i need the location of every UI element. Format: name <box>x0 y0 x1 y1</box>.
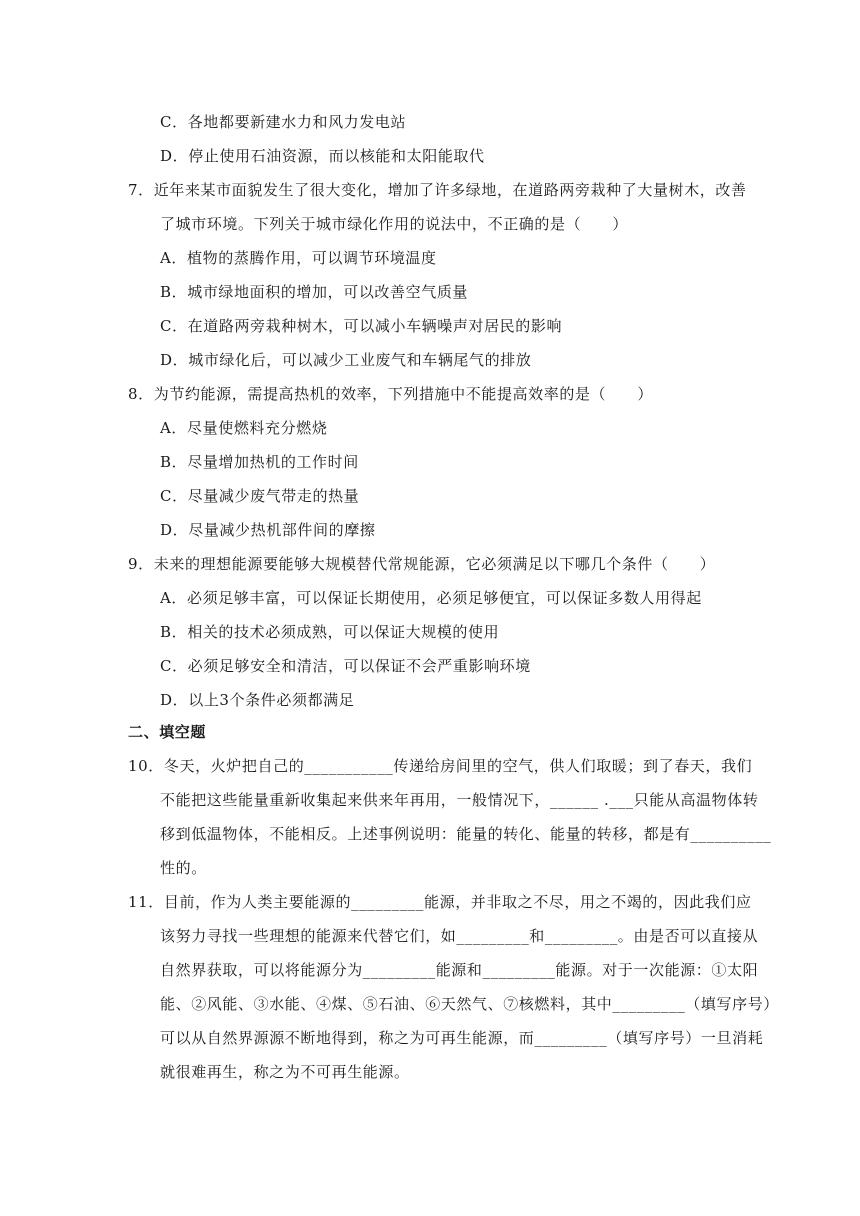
q7-option-c: C．在道路两旁栽种树木，可以减小车辆噪声对居民的影响 <box>160 317 563 335</box>
q7-option-d: D．城市绿化后，可以减少工业废气和车辆尾气的排放 <box>160 351 532 369</box>
q6-option-c: C．各地都要新建水力和风力发电站 <box>160 113 407 131</box>
q6-option-d: D．停止使用石油资源，而以核能和太阳能取代 <box>160 147 485 165</box>
q9-option-b: B．相关的技术必须成熟，可以保证大规模的使用 <box>160 623 500 641</box>
q10-line3: 移到低温物体，不能相反。上述事例说明：能量的转化、能量的转移，都是有__________ <box>160 825 772 843</box>
section-heading-fill-in: 二、填空题 <box>128 723 207 741</box>
q10-line4: 性的。 <box>160 859 207 877</box>
q7-option-b: B．城市绿地面积的增加，可以改善空气质量 <box>160 283 469 301</box>
q8-option-b: B．尽量增加热机的工作时间 <box>160 453 359 471</box>
q7-stem-line1: 7．近年来某市面貌发生了很大变化，增加了许多绿地，在道路两旁栽种了大量树木，改善 <box>128 181 747 199</box>
q11-line6: 就很难再生，称之为不可再生能源。 <box>160 1063 410 1081</box>
q11-line5: 可以从自然界源源不断地得到，称之为可再生能源，而_________（填写序号）一旦消耗 <box>160 1029 764 1047</box>
q9-option-c: C．必须足够安全和清洁，可以保证不会严重影响环境 <box>160 657 531 675</box>
q9-option-d: D．以上3个条件必须都满足 <box>160 691 355 709</box>
q10-line2: 不能把这些能量重新收集起来供来年再用，一般情况下，______ .___只能从高温物体转 <box>160 791 759 809</box>
q8-stem: 8．为节约能源，需提高热机的效率，下列措施中不能提高效率的是（ ） <box>128 385 653 403</box>
q9-option-a: A．必须足够丰富，可以保证长期使用，必须足够便宜，可以保证多数人用得起 <box>160 589 702 607</box>
q10-line1: 10．冬天，火炉把自己的___________传递给房间里的空气，供人们取暖；到了春天，我们 <box>128 757 753 775</box>
q8-option-a: A．尽量使燃料充分燃烧 <box>160 419 328 437</box>
q8-option-c: C．尽量减少废气带走的热量 <box>160 487 360 505</box>
q11-line1: 11．目前，作为人类主要能源的_________能源，并非取之不尽，用之不竭的，因此我们应 <box>128 893 752 911</box>
q11-line3: 自然界获取，可以将能源分为_________能源和_________能源。对于一次能源：①太阳 <box>160 961 759 979</box>
q11-line2: 该努力寻找一些理想的能源来代替它们，如_________和_________。由是否可以直接从 <box>160 927 759 945</box>
q8-option-d: D．尽量减少热机部件间的摩擦 <box>160 521 376 539</box>
q9-stem: 9．未来的理想能源要能够大规模替代常规能源，它必须满足以下哪几个条件（ ） <box>128 555 716 573</box>
q11-line4: 能、②风能、③水能、④煤、⑤石油、⑥天然气、⑦核燃料，其中_________（填写序号） <box>160 995 779 1013</box>
q7-option-a: A．植物的蒸腾作用，可以调节环境温度 <box>160 249 437 267</box>
q7-stem-line2: 了城市环境。下列关于城市绿化作用的说法中，不正确的是（ ） <box>160 215 629 233</box>
